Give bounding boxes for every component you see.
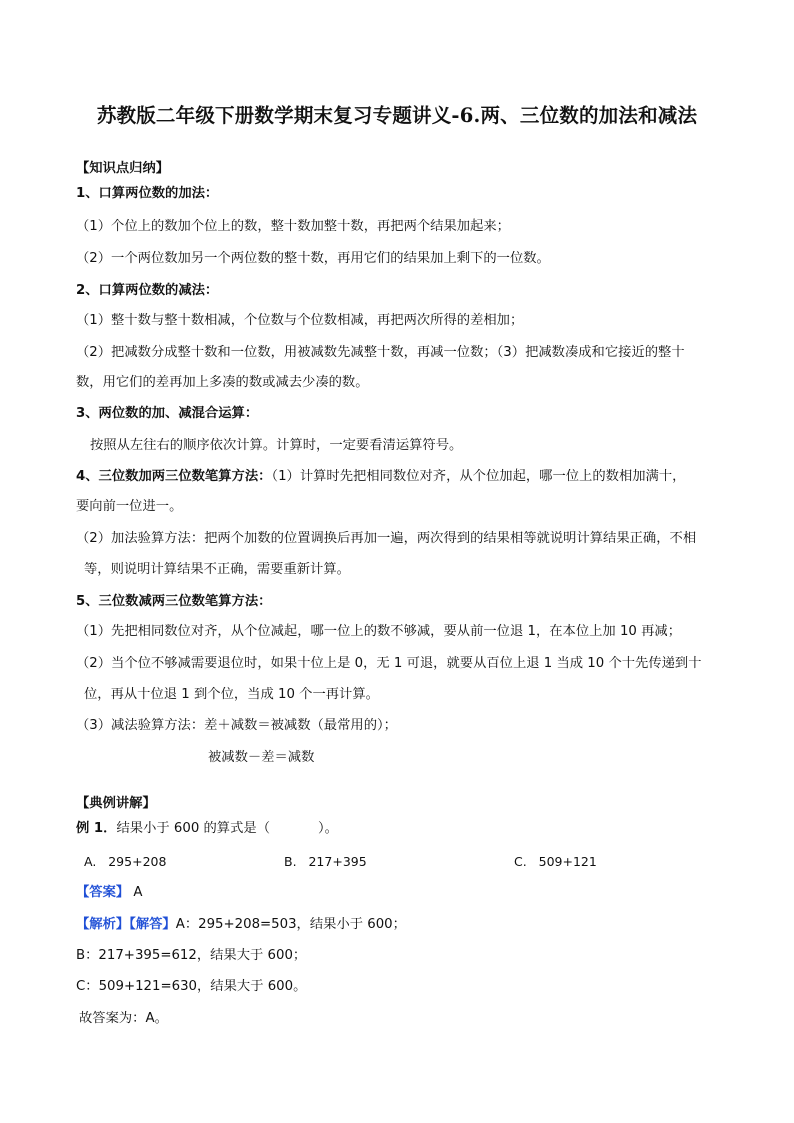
section-3-point-1: 按照从左往右的顺序依次计算。计算时，一定要看清运算符号。 (90, 438, 463, 453)
section-2-title: 2、口算两位数的减法： (76, 283, 219, 298)
page-title: 苏教版二年级下册数学期末复习专题讲义-6.两、三位数的加法和减法 (96, 104, 698, 127)
section-5-point-2a: （2）当个位不够减需要退位时，如果十位上是 0，无 1 可退，就要从百位上退 1 当成 10 个十先传递到十 (76, 656, 702, 671)
example-header: 【典例讲解】 (76, 796, 156, 811)
solution-1: A：295+208=503，结果小于 600； (175, 917, 406, 932)
section-4-point-2b: 等，则说明计算结果不正确，需要重新计算。 (84, 562, 350, 577)
option-a-expr: 295+208 (108, 854, 167, 869)
section-3-title: 3、两位数的加、减混合运算： (76, 406, 259, 421)
option-a-letter: A. (84, 854, 97, 869)
section-2-point-2b: 数，用它们的差再加上多凑的数或减去少凑的数。 (76, 375, 369, 390)
section-5-point-2b: 位，再从十位退 1 到个位，当成 10 个一再计算。 (84, 687, 379, 702)
solution-4: 故答案为：A。 (79, 1011, 168, 1026)
section-4-title: 4、三位数加两三位数笔算方法： (76, 469, 272, 484)
section-5-point-1: （1）先把相同数位对齐，从个位减起，哪一位上的数不够减，要从前一位退 1，在本位上加 10 再减； (76, 624, 681, 639)
section-1-point-2: （2）一个两位数加另一个两位数的整十数，再用它们的结果加上剩下的一位数。 (76, 251, 550, 266)
answer-value: A (133, 885, 143, 900)
section-4-point-1b: 要向前一位进一。 (76, 499, 183, 514)
option-c (514, 854, 597, 869)
question-label: 例 1． (76, 821, 117, 836)
option-b (284, 854, 367, 869)
section-5-point-3: （3）减法验算方法：差＋减数＝被减数（最常用的）； (76, 718, 397, 733)
solution-label: 【解答】 (129, 917, 176, 932)
section-4-point-1a: （1）计算时先把相同数位对齐，从个位加起，哪一位上的数相加满十， (271, 469, 686, 484)
knowledge-header: 【知识点归纳】 (76, 161, 170, 176)
solution-2: B：217+395=612，结果大于 600； (76, 948, 307, 963)
option-b-letter: B. (284, 854, 297, 869)
section-4-line-1 (76, 468, 685, 486)
solution-3: C：509+121=630，结果大于 600。 (76, 979, 307, 994)
option-a (84, 854, 166, 869)
question-text-after: ）。 (318, 821, 338, 836)
answer-label: 【答案】 (76, 885, 130, 900)
option-c-expr: 509+121 (538, 854, 597, 869)
section-5-point-4: 被减数－差＝减数 (208, 750, 315, 765)
section-5-title: 5、三位数减两三位数笔算方法： (76, 594, 272, 609)
solution-line-1 (76, 916, 406, 934)
section-2-point-1: （1）整十数与整十数相减，个位数与个位数相减，再把两次所得的差相加； (76, 313, 524, 328)
section-4-point-2a: （2）加法验算方法：把两个加数的位置调换后再加一遍，两次得到的结果相等就说明计算结果正确，不相 (76, 531, 697, 546)
analysis-label: 【解析】 (76, 917, 130, 932)
option-b-expr: 217+395 (308, 854, 367, 869)
section-1-point-1: （1）个位上的数加个位上的数，整十数加整十数，再把两个结果加起来； (76, 219, 510, 234)
answer-line (76, 884, 143, 902)
section-2-point-2a: （2）把减数分成整十数和一位数，用被减数先减整十数，再减一位数；（3）把减数凑成和它接近的整十 (76, 345, 685, 360)
option-c-letter: C. (514, 854, 527, 869)
question-text-before: 结果小于 600 的算式是（ (116, 821, 270, 836)
question-1 (76, 820, 338, 838)
section-1-title: 1、口算两位数的加法： (76, 186, 219, 201)
